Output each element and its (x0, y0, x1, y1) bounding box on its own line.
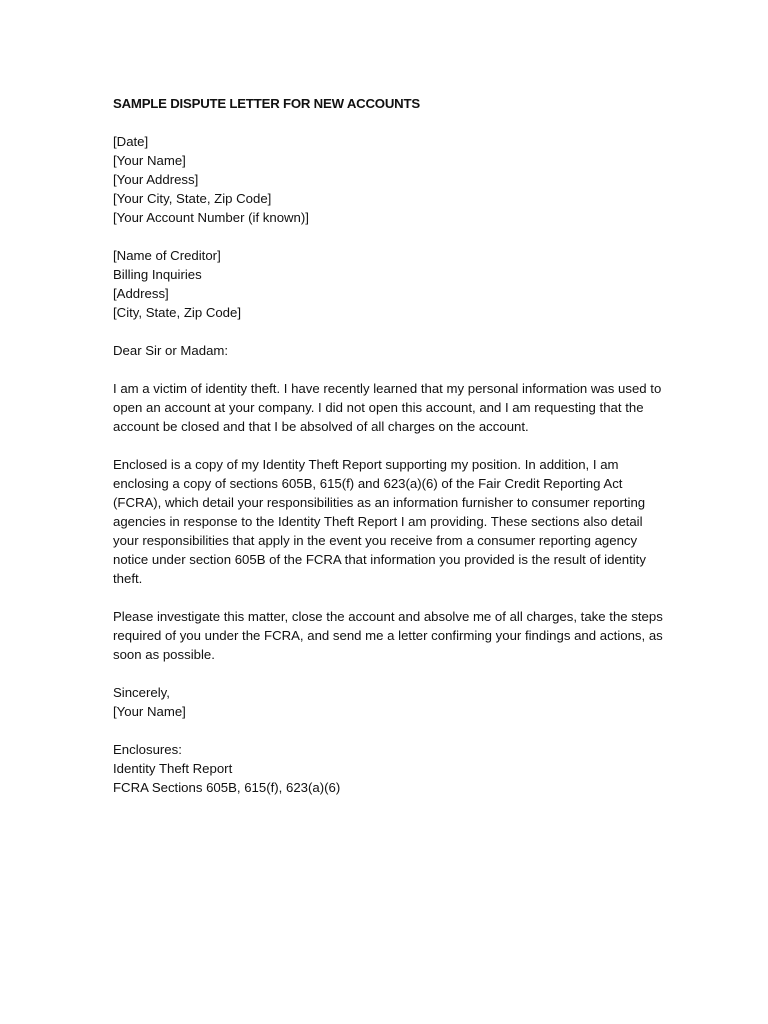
recipient-department: Billing Inquiries (113, 267, 202, 282)
sender-date: [Date] (113, 134, 149, 149)
recipient-creditor: [Name of Creditor] (113, 248, 221, 263)
enclosures-heading: Enclosures: (113, 742, 182, 757)
sender-name: [Your Name] (113, 153, 186, 168)
sender-address: [Your Address] (113, 172, 199, 187)
recipient-address: [Address] (113, 286, 169, 301)
body-paragraph-3: Please investigate this matter, close the account and absolve me of all charges, take the steps required of you under the FCRA, and send me a letter confirming your findings and actions, as soon as possible. (113, 609, 663, 662)
recipient-city-state-zip: [City, State, Zip Code] (113, 305, 242, 320)
enclosure-item: FCRA Sections 605B, 615(f), 623(a)(6) (113, 780, 341, 795)
sender-account-number: [Your Account Number (if known)] (113, 210, 309, 225)
letter-content (113, 94, 663, 816)
closing-block (113, 683, 663, 721)
enclosures-block (113, 740, 663, 797)
enclosure-item: Identity Theft Report (113, 761, 233, 776)
body-paragraph-2: Enclosed is a copy of my Identity Theft Report supporting my position. In addition, I am enclosing a copy of sections 605B, 615(f) and 623(a)(6) of the Fair Credit Reporting Act (FCRA), which detail your responsibilities as an information furnisher to consumer reporting agencies in response to the Identity Theft Report I am providing. These sections also detail your responsibilities that apply in the event you receive from a consumer reporting agency notice under section 605B of the FCRA that information you provided is the result of identity theft. (113, 457, 646, 586)
sender-block (113, 132, 663, 227)
closing-valediction: Sincerely, (113, 685, 170, 700)
sender-city-state-zip: [Your City, State, Zip Code] (113, 191, 272, 206)
body-paragraph-1: I am a victim of identity theft. I have recently learned that my personal information was used to open an account at your company. I did not open this account, and I am requesting that the account be closed and that I be absolved of all charges on the account. (113, 381, 662, 434)
closing-name: [Your Name] (113, 704, 186, 719)
salutation: Dear Sir or Madam: (113, 343, 229, 358)
letter-title: SAMPLE DISPUTE LETTER FOR NEW ACCOUNTS (113, 96, 420, 111)
recipient-block (113, 246, 663, 322)
